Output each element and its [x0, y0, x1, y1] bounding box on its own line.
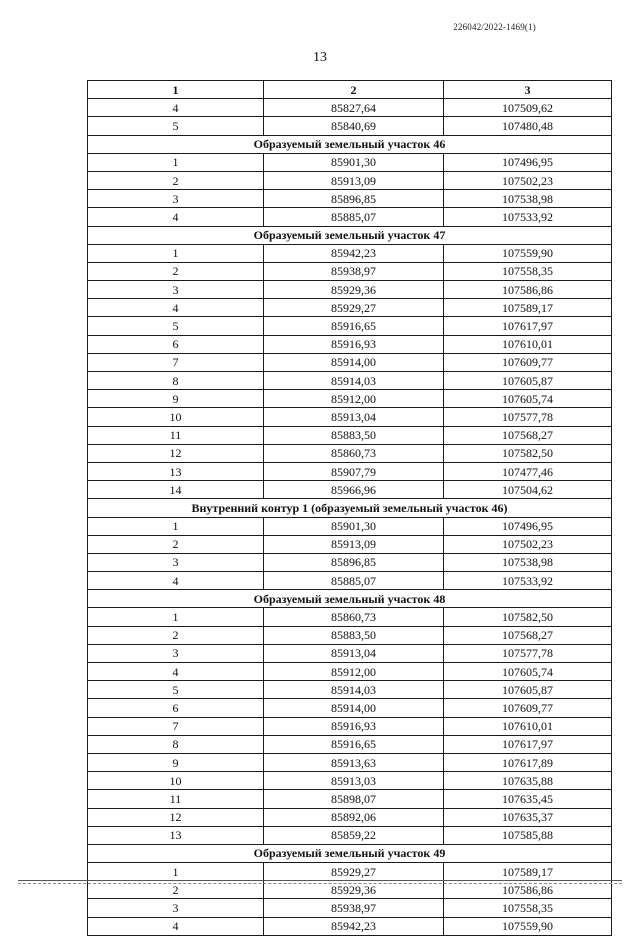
- y-coordinate-cell: 107610,01: [444, 335, 612, 353]
- x-coordinate-cell: 85929,36: [264, 281, 444, 299]
- table-row: [88, 117, 612, 135]
- y-coordinate-cell: 107533,92: [444, 572, 612, 590]
- point-number-cell: 6: [88, 335, 264, 353]
- point-number-cell: 2: [88, 171, 264, 189]
- x-coordinate-cell: 85913,09: [264, 171, 444, 189]
- point-number-cell: 10: [88, 772, 264, 790]
- y-coordinate-cell: 107585,88: [444, 826, 612, 844]
- y-coordinate-cell: 107586,86: [444, 881, 612, 899]
- section-title: Образуемый земельный участок 46: [88, 135, 612, 153]
- table-row: [88, 717, 612, 735]
- coordinates-table-body: [88, 81, 612, 936]
- y-coordinate-cell: 107496,95: [444, 517, 612, 535]
- point-number-cell: 5: [88, 681, 264, 699]
- x-coordinate-cell: 85942,23: [264, 917, 444, 935]
- point-number-cell: 1: [88, 517, 264, 535]
- y-coordinate-cell: 107502,23: [444, 535, 612, 553]
- point-number-cell: 1: [88, 608, 264, 626]
- coordinates-table: [87, 80, 612, 936]
- y-coordinate-cell: 107538,98: [444, 190, 612, 208]
- table-row: [88, 826, 612, 844]
- table-row: [88, 408, 612, 426]
- y-coordinate-cell: 107589,17: [444, 299, 612, 317]
- x-coordinate-cell: 85901,30: [264, 517, 444, 535]
- point-number-cell: 10: [88, 408, 264, 426]
- x-coordinate-cell: 85885,07: [264, 572, 444, 590]
- y-coordinate-cell: 107635,37: [444, 808, 612, 826]
- x-coordinate-cell: 85929,27: [264, 863, 444, 881]
- point-number-cell: 11: [88, 426, 264, 444]
- point-number-cell: 4: [88, 208, 264, 226]
- table-row: [88, 281, 612, 299]
- y-coordinate-cell: 107582,50: [444, 444, 612, 462]
- x-coordinate-cell: 85883,50: [264, 626, 444, 644]
- table-row: [88, 808, 612, 826]
- table-row: [88, 353, 612, 371]
- y-coordinate-cell: 107610,01: [444, 717, 612, 735]
- x-coordinate-cell: 85938,97: [264, 899, 444, 917]
- x-coordinate-cell: 85896,85: [264, 553, 444, 571]
- y-coordinate-cell: 107617,89: [444, 753, 612, 771]
- column-header-y: 3: [444, 81, 612, 99]
- point-number-cell: 7: [88, 353, 264, 371]
- point-number-cell: 3: [88, 281, 264, 299]
- y-coordinate-cell: 107609,77: [444, 699, 612, 717]
- point-number-cell: 1: [88, 863, 264, 881]
- point-number-cell: 1: [88, 153, 264, 171]
- table-row: [88, 372, 612, 390]
- x-coordinate-cell: 85913,09: [264, 535, 444, 553]
- y-coordinate-cell: 107586,86: [444, 281, 612, 299]
- table-row: [88, 735, 612, 753]
- section-header-row: [88, 135, 612, 153]
- x-coordinate-cell: 85914,00: [264, 699, 444, 717]
- table-row: [88, 335, 612, 353]
- section-title: Образуемый земельный участок 47: [88, 226, 612, 244]
- point-number-cell: 7: [88, 717, 264, 735]
- y-coordinate-cell: 107617,97: [444, 735, 612, 753]
- x-coordinate-cell: 85938,97: [264, 262, 444, 280]
- y-coordinate-cell: 107605,87: [444, 681, 612, 699]
- y-coordinate-cell: 107480,48: [444, 117, 612, 135]
- table-row: [88, 171, 612, 189]
- point-number-cell: 4: [88, 99, 264, 117]
- table-row: [88, 462, 612, 480]
- table-row: [88, 553, 612, 571]
- x-coordinate-cell: 85913,04: [264, 644, 444, 662]
- y-coordinate-cell: 107568,27: [444, 426, 612, 444]
- table-row: [88, 299, 612, 317]
- table-row: [88, 517, 612, 535]
- x-coordinate-cell: 85913,04: [264, 408, 444, 426]
- table-row: [88, 863, 612, 881]
- table-row: [88, 535, 612, 553]
- point-number-cell: 4: [88, 663, 264, 681]
- y-coordinate-cell: 107496,95: [444, 153, 612, 171]
- footer-rule: [18, 880, 622, 881]
- footer-rule-dashed: [18, 883, 622, 884]
- section-title: Образуемый земельный участок 49: [88, 844, 612, 862]
- x-coordinate-cell: 85898,07: [264, 790, 444, 808]
- x-coordinate-cell: 85966,96: [264, 481, 444, 499]
- table-row: [88, 917, 612, 935]
- table-row: [88, 572, 612, 590]
- y-coordinate-cell: 107504,62: [444, 481, 612, 499]
- point-number-cell: 3: [88, 190, 264, 208]
- page-number: 13: [313, 50, 327, 65]
- point-number-cell: 14: [88, 481, 264, 499]
- table-row: [88, 644, 612, 662]
- y-coordinate-cell: 107582,50: [444, 608, 612, 626]
- x-coordinate-cell: 85912,00: [264, 390, 444, 408]
- table-row: [88, 608, 612, 626]
- y-coordinate-cell: 107558,35: [444, 899, 612, 917]
- x-coordinate-cell: 85827,64: [264, 99, 444, 117]
- table-row: [88, 790, 612, 808]
- x-coordinate-cell: 85860,73: [264, 444, 444, 462]
- table-header-row: [88, 81, 612, 99]
- table-row: [88, 444, 612, 462]
- x-coordinate-cell: 85916,65: [264, 317, 444, 335]
- y-coordinate-cell: 107502,23: [444, 171, 612, 189]
- x-coordinate-cell: 85907,79: [264, 462, 444, 480]
- x-coordinate-cell: 85916,93: [264, 717, 444, 735]
- table-row: [88, 190, 612, 208]
- table-row: [88, 153, 612, 171]
- point-number-cell: 12: [88, 444, 264, 462]
- table-row: [88, 390, 612, 408]
- point-number-cell: 1: [88, 244, 264, 262]
- y-coordinate-cell: 107559,90: [444, 917, 612, 935]
- table-row: [88, 317, 612, 335]
- point-number-cell: 2: [88, 626, 264, 644]
- table-row: [88, 262, 612, 280]
- table-row: [88, 244, 612, 262]
- point-number-cell: 2: [88, 535, 264, 553]
- table-row: [88, 626, 612, 644]
- point-number-cell: 2: [88, 881, 264, 899]
- table-row: [88, 753, 612, 771]
- y-coordinate-cell: 107609,77: [444, 353, 612, 371]
- point-number-cell: 3: [88, 899, 264, 917]
- x-coordinate-cell: 85912,00: [264, 663, 444, 681]
- point-number-cell: 6: [88, 699, 264, 717]
- point-number-cell: 13: [88, 462, 264, 480]
- table-row: [88, 99, 612, 117]
- column-header-x: 2: [264, 81, 444, 99]
- y-coordinate-cell: 107477,46: [444, 462, 612, 480]
- table-row: [88, 699, 612, 717]
- x-coordinate-cell: 85883,50: [264, 426, 444, 444]
- point-number-cell: 8: [88, 735, 264, 753]
- y-coordinate-cell: 107605,74: [444, 663, 612, 681]
- section-title: Внутренний контур 1 (образуемый земельный участок 46): [88, 499, 612, 517]
- y-coordinate-cell: 107577,78: [444, 644, 612, 662]
- table-row: [88, 208, 612, 226]
- y-coordinate-cell: 107635,45: [444, 790, 612, 808]
- x-coordinate-cell: 85942,23: [264, 244, 444, 262]
- y-coordinate-cell: 107568,27: [444, 626, 612, 644]
- section-header-row: [88, 590, 612, 608]
- table-row: [88, 481, 612, 499]
- x-coordinate-cell: 85914,03: [264, 372, 444, 390]
- table-row: [88, 772, 612, 790]
- x-coordinate-cell: 85929,27: [264, 299, 444, 317]
- point-number-cell: 5: [88, 317, 264, 335]
- y-coordinate-cell: 107558,35: [444, 262, 612, 280]
- table-row: [88, 663, 612, 681]
- x-coordinate-cell: 85913,03: [264, 772, 444, 790]
- section-title: Образуемый земельный участок 48: [88, 590, 612, 608]
- section-header-row: [88, 499, 612, 517]
- x-coordinate-cell: 85913,63: [264, 753, 444, 771]
- y-coordinate-cell: 107533,92: [444, 208, 612, 226]
- column-header-point: 1: [88, 81, 264, 99]
- y-coordinate-cell: 107617,97: [444, 317, 612, 335]
- y-coordinate-cell: 107589,17: [444, 863, 612, 881]
- table-row: [88, 681, 612, 699]
- point-number-cell: 8: [88, 372, 264, 390]
- y-coordinate-cell: 107559,90: [444, 244, 612, 262]
- table-row: [88, 899, 612, 917]
- point-number-cell: 4: [88, 917, 264, 935]
- y-coordinate-cell: 107605,87: [444, 372, 612, 390]
- section-header-row: [88, 226, 612, 244]
- x-coordinate-cell: 85892,06: [264, 808, 444, 826]
- point-number-cell: 4: [88, 572, 264, 590]
- x-coordinate-cell: 85885,07: [264, 208, 444, 226]
- x-coordinate-cell: 85916,65: [264, 735, 444, 753]
- x-coordinate-cell: 85914,03: [264, 681, 444, 699]
- y-coordinate-cell: 107605,74: [444, 390, 612, 408]
- point-number-cell: 5: [88, 117, 264, 135]
- table-row: [88, 426, 612, 444]
- x-coordinate-cell: 85916,93: [264, 335, 444, 353]
- x-coordinate-cell: 85901,30: [264, 153, 444, 171]
- point-number-cell: 9: [88, 753, 264, 771]
- y-coordinate-cell: 107577,78: [444, 408, 612, 426]
- x-coordinate-cell: 85896,85: [264, 190, 444, 208]
- point-number-cell: 11: [88, 790, 264, 808]
- section-header-row: [88, 844, 612, 862]
- x-coordinate-cell: 85929,36: [264, 881, 444, 899]
- y-coordinate-cell: 107538,98: [444, 553, 612, 571]
- point-number-cell: 9: [88, 390, 264, 408]
- point-number-cell: 4: [88, 299, 264, 317]
- y-coordinate-cell: 107635,88: [444, 772, 612, 790]
- point-number-cell: 3: [88, 644, 264, 662]
- y-coordinate-cell: 107509,62: [444, 99, 612, 117]
- x-coordinate-cell: 85859,22: [264, 826, 444, 844]
- point-number-cell: 12: [88, 808, 264, 826]
- x-coordinate-cell: 85860,73: [264, 608, 444, 626]
- x-coordinate-cell: 85840,69: [264, 117, 444, 135]
- point-number-cell: 2: [88, 262, 264, 280]
- x-coordinate-cell: 85914,00: [264, 353, 444, 371]
- document-number: 226042/2022-1469(1): [453, 22, 536, 32]
- point-number-cell: 3: [88, 553, 264, 571]
- point-number-cell: 13: [88, 826, 264, 844]
